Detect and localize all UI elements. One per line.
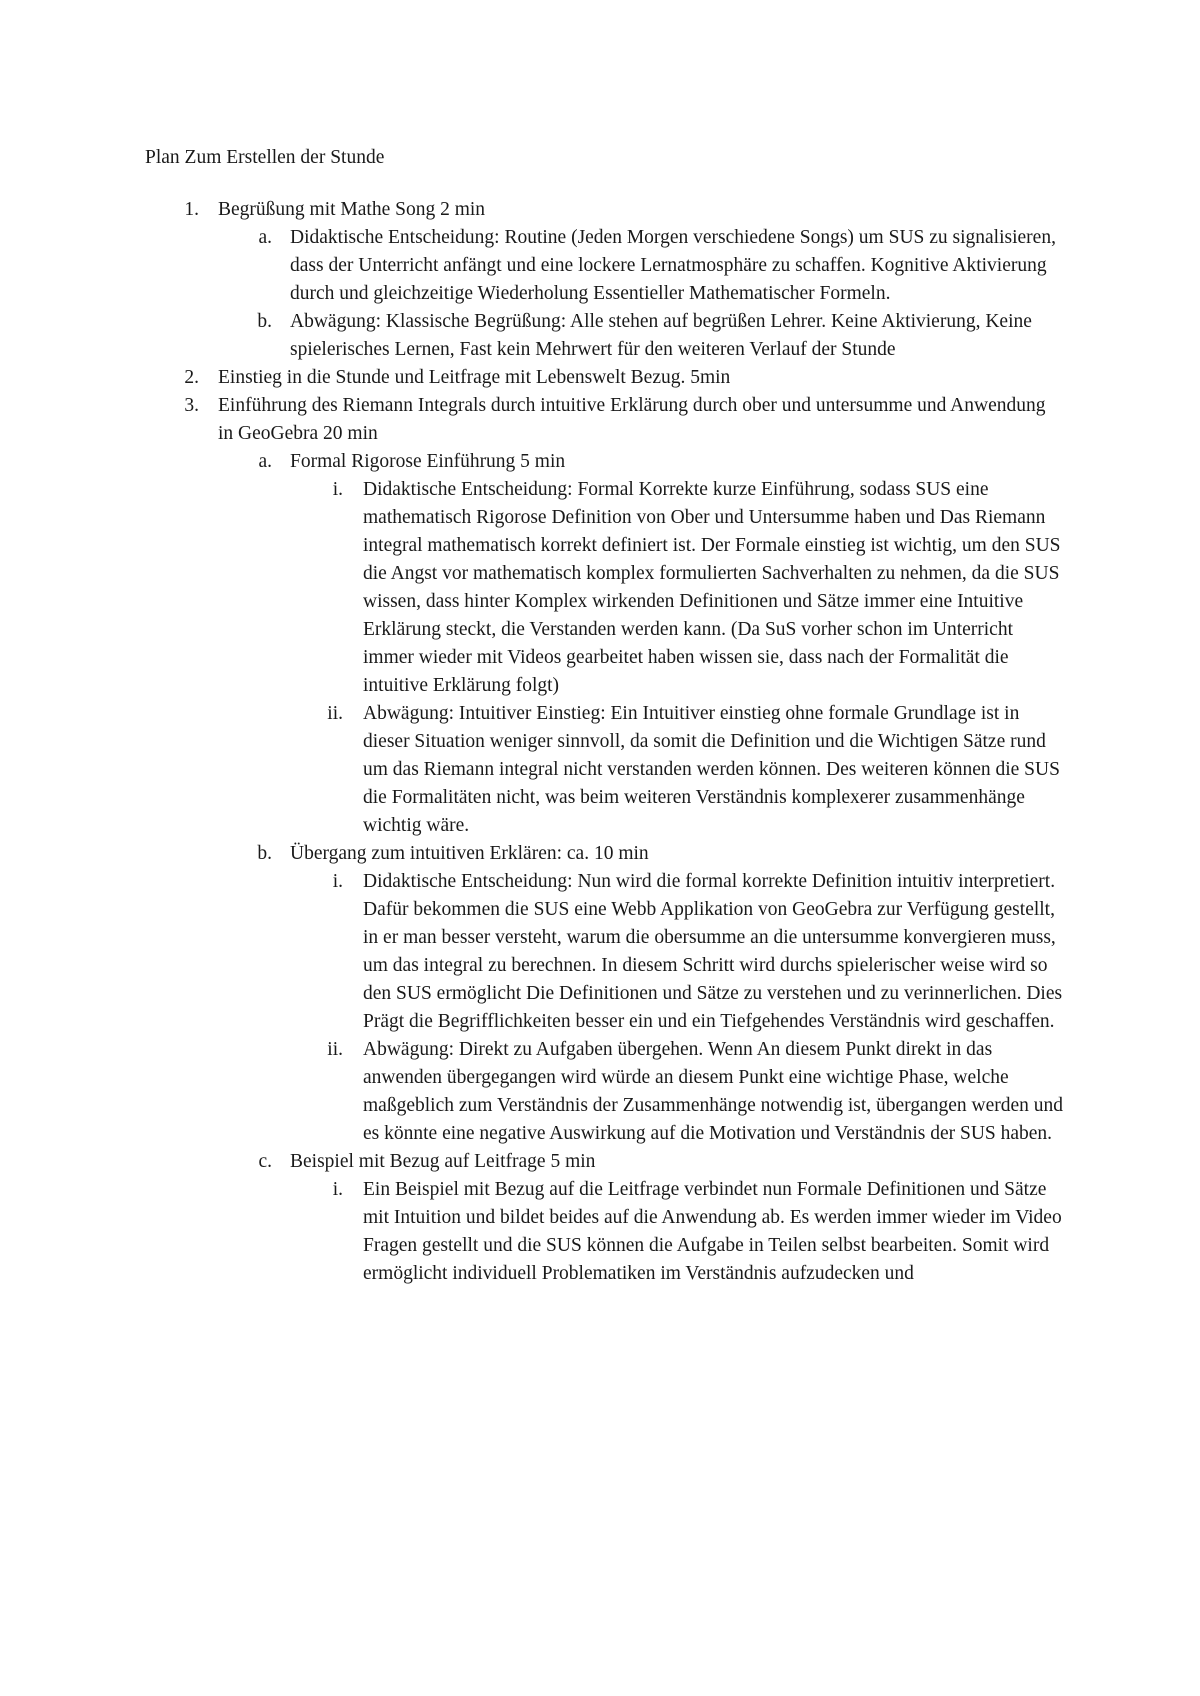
list-item-text: Didaktische Entscheidung: Formal Korrekte kurze Einführung, sodass SUS eine mathematisch Rigorose Definition von Ober und Untersumme haben und Das Riemann integral mathematisch korrekt definiert ist. Der Formale einstieg ist wichtig, um den SUS die Angst vor mathematisch komplex formulierten Sachverhalten zu nehmen, da die SUS wissen, dass hinter Komplex wirkenden Definitionen und Sätze immer eine Intuitive Erklärung steckt, die Verstanden werden kann. (Da SuS vorher schon im Unterricht immer wieder mit Videos gearbeitet haben wissen sie, dass nach der Formalität die intuitive Erklärung folgt) — [363, 479, 1061, 696]
list-item — [145, 476, 1065, 700]
list-item — [145, 392, 1065, 448]
list-item-text: Einstieg in die Stunde und Leitfrage mit Lebenswelt Bezug. 5min — [218, 367, 731, 388]
list-marker: b. — [257, 843, 272, 864]
list-item — [145, 868, 1065, 1036]
list-item-text: Abwägung: Klassische Begrüßung: Alle stehen auf begrüßen Lehrer. Keine Aktivierung, Keine spielerisches Lernen, Fast kein Mehrwert für den weiteren Verlauf der Stunde — [290, 311, 1032, 360]
list-item — [145, 308, 1065, 364]
list-marker: i. — [332, 1179, 343, 1200]
list-item — [145, 840, 1065, 868]
document-title: Plan Zum Erstellen der Stunde — [145, 147, 385, 168]
list-marker: i. — [332, 479, 343, 500]
list-marker: i. — [332, 871, 343, 892]
list-item — [145, 1148, 1065, 1176]
list-marker: a. — [258, 227, 272, 248]
document-page — [145, 144, 1065, 1288]
list-item-text: Abwägung: Direkt zu Aufgaben übergehen. Wenn An diesem Punkt direkt in das anwenden übergegangen wird würde an diesem Punkt eine wichtige Phase, welche maßgeblich zum Verständnis der Zusammenhänge notwendig ist, übergangen werden und es könnte eine negative Auswirkung auf die Motivation und Verständnis der SUS haben. — [363, 1039, 1064, 1144]
list-marker: b. — [257, 311, 272, 332]
list-marker: ii. — [327, 703, 343, 724]
list-item-text: Ein Beispiel mit Bezug auf die Leitfrage verbindet nun Formale Definitionen und Sätze mit Intuition und bildet beides auf die Anwendung ab. Es werden immer wieder im Video Fragen gestellt und die SUS können die Aufgabe in Teilen selbst bearbeiten. Somit wird ermöglicht individuell Problematiken im Verständnis aufzudecken und — [363, 1179, 1062, 1284]
list-marker: c. — [258, 1151, 272, 1172]
list-item — [145, 700, 1065, 840]
list-item-text: Begrüßung mit Mathe Song 2 min — [218, 199, 486, 220]
list-item-text: Beispiel mit Bezug auf Leitfrage 5 min — [290, 1151, 596, 1172]
list-marker: 3. — [184, 395, 199, 416]
list-item — [145, 1036, 1065, 1148]
list-item-text: Abwägung: Intuitiver Einstieg: Ein Intuitiver einstieg ohne formale Grundlage ist in dieser Situation weniger sinnvoll, da somit die Definition und die Wichtigen Sätze rund um das Riemann integral nicht verstanden werden können. Des weiteren können die SUS die Formalitäten nicht, was beim weiteren Verständnis komplexerer zusammenhänge wichtig wäre. — [363, 703, 1060, 836]
list-item — [145, 448, 1065, 476]
list-item — [145, 196, 1065, 224]
list-item-text: Übergang zum intuitiven Erklären: ca. 10 min — [290, 843, 649, 864]
list-item-text: Didaktische Entscheidung: Routine (Jeden Morgen verschiedene Songs) um SUS zu signalisieren, dass der Unterricht anfängt und eine lockere Lernatmosphäre zu schaffen. Kognitive Aktivierung durch und gleichzeitige Wiederholung Essentieller Mathematischer Formeln. — [290, 227, 1056, 304]
list-item — [145, 1176, 1065, 1288]
list-marker: a. — [258, 451, 272, 472]
list-item — [145, 364, 1065, 392]
list-marker: ii. — [327, 1039, 343, 1060]
list-marker: 2. — [184, 367, 199, 388]
list-item-text: Didaktische Entscheidung: Nun wird die formal korrekte Definition intuitiv interpretiert. Dafür bekommen die SUS eine Webb Applikation von GeoGebra zur Verfügung gestellt, in er man besser versteht, warum die obersumme an die untersumme konvergieren muss, um das integral zu berechnen. In diesem Schritt wird durchs spielerischer weise wird so den SUS ermöglicht Die Definitionen und Sätze zu verstehen und zu verinnerlichen. Dies Prägt die Begrifflichkeiten besser ein und ein Tiefgehendes Verständnis wird geschaffen. — [363, 871, 1063, 1032]
list-item — [145, 224, 1065, 308]
list-item-text: Formal Rigorose Einführung 5 min — [290, 451, 566, 472]
list-marker: 1. — [184, 199, 199, 220]
list-item-text: Einführung des Riemann Integrals durch intuitive Erklärung durch ober und untersumme und Anwendung in GeoGebra 20 min — [218, 395, 1046, 444]
